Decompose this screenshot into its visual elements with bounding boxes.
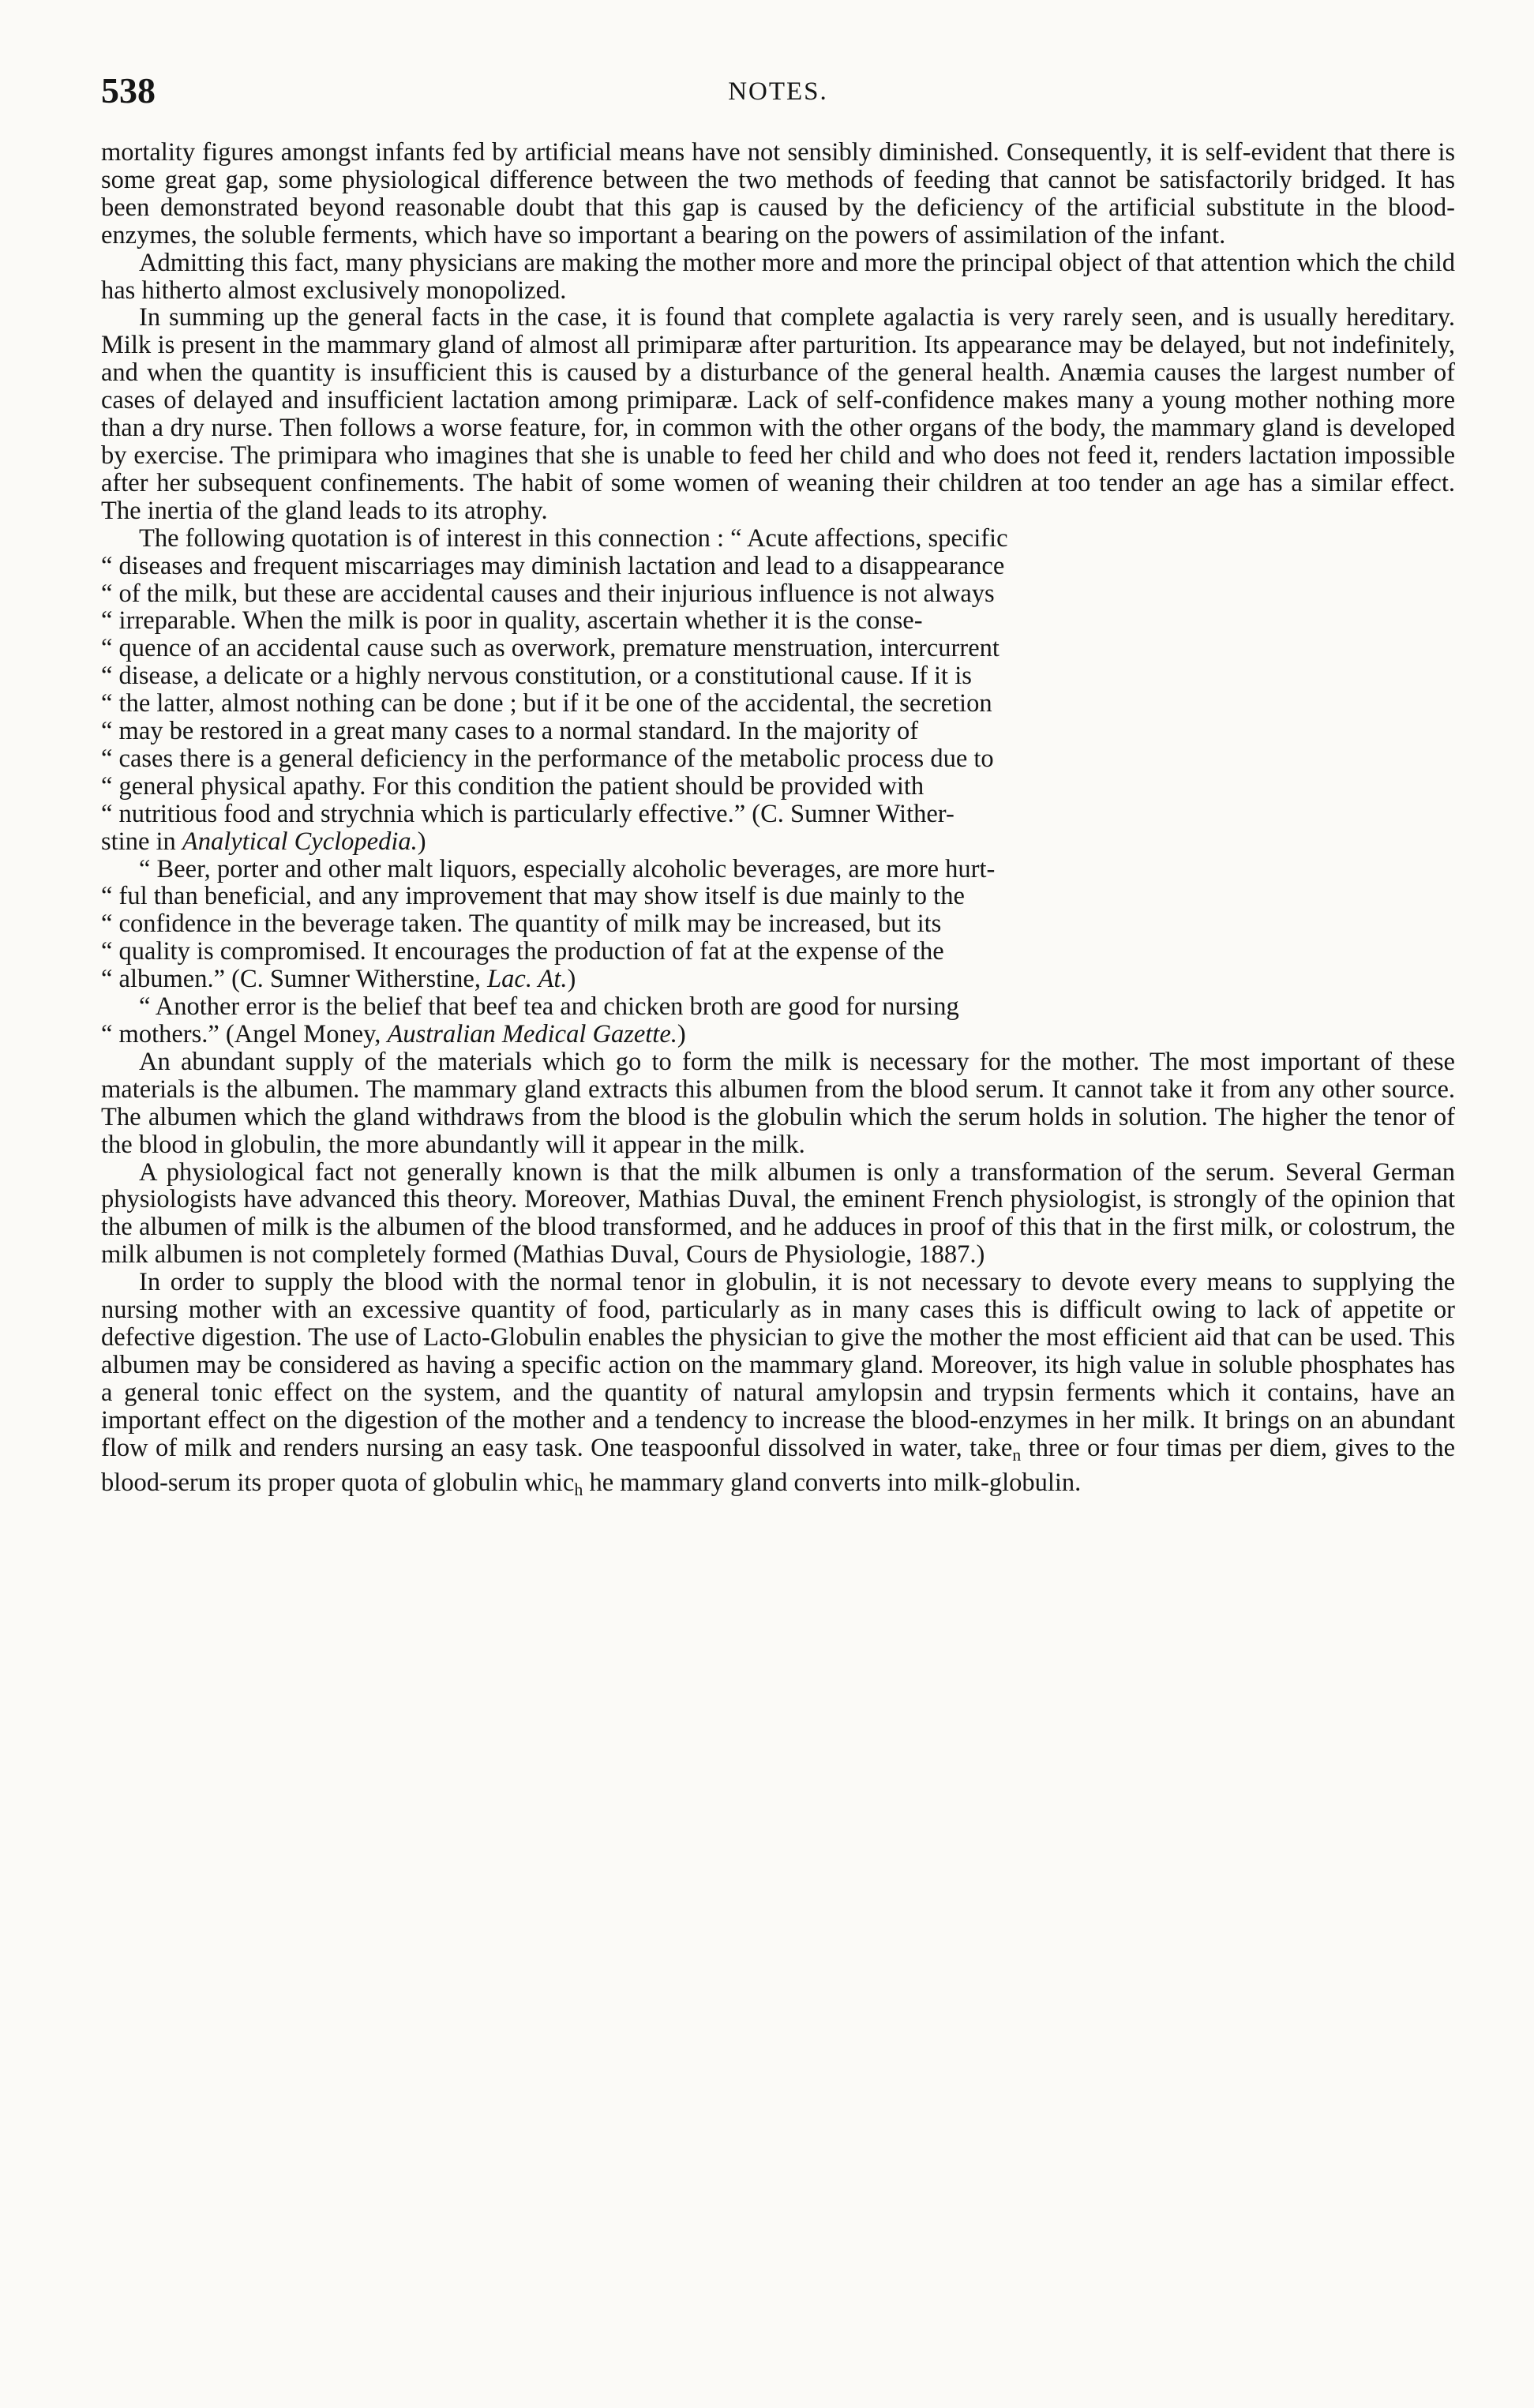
quote-line: “ quence of an accidental cause such as overwork, premature menstruation, intercurrent — [101, 634, 1000, 663]
citation-source: Lac. At. — [487, 965, 568, 994]
quote-line: “ quality is compromised. It encourages the production of fat at the expense of the — [101, 937, 944, 966]
quote-line: The following quotation is of interest in this connection : “ Acute affections, specific — [139, 523, 1008, 553]
quote-citation-line — [101, 828, 1455, 856]
quote-citation-line — [101, 1021, 1455, 1048]
quote-line: “ confidence in the beverage taken. The quantity of milk may be increased, but its — [101, 910, 942, 939]
misprint-subscript: h — [574, 1479, 583, 1499]
quote-line: “ cases there is a general deficiency in the performance of the metabolic process due to — [101, 744, 994, 773]
paragraph-mortality: mortality figures amongst infants fed by artificial means have not sensibly diminished. Consequently, it is self-evident that there is some great gap, some physiological difference between the two methods of feeding that cannot be satisfactorily bridged. It has been demonstrated beyond reasonable doubt that this gap is caused by the deficiency of the artificial substitute in the blood-enzymes, the soluble ferments, which have so important a bearing on the powers of assimilation of the infant. — [101, 138, 1455, 249]
quote-citation-line — [101, 966, 1455, 993]
citation-suffix: ) — [567, 965, 576, 994]
body-text — [101, 139, 1455, 1503]
quote-line: “ Beer, porter and other malt liquors, especially alcoholic beverages, are more hurt- — [139, 854, 996, 883]
citation-prefix: “ albumen.” (C. Sumner Witherstine, — [101, 965, 488, 994]
citation-suffix: ) — [417, 827, 426, 856]
page-header — [101, 69, 1455, 125]
citation-prefix: “ mothers.” (Angel Money, — [101, 1020, 388, 1048]
citation-source: Australian Medical Gazette. — [387, 1020, 677, 1048]
quote-line: “ irreparable. When the milk is poor in quality, ascertain whether it is the conse- — [101, 606, 923, 636]
citation-source: Analytical Cyclopedia. — [182, 827, 418, 856]
quotation-witherstine-cyclopedia — [101, 525, 1455, 856]
paragraph-text: In order to supply the blood with the normal tenor in globulin, it is not necessary to devote every means to supplying the nursing mother with an excessive quantity of food, particularly as in many cases this is difficult owing to lack of appetite or defective digestion. The use of Lacto-Globulin enables the physician to give the mother the most efficient aid that can be used. This albumen may be considered as having a specific action on the mammary gland. Moreover, its high value in soluble phosphates has a general tonic effect on the system, and the quantity of natural amylopsin and trypsin ferments which it contains, have an important effect on the digestion of the mother and a tendency to increase the blood-enzymes in her milk. It brings on an abundant flow of milk and renders nursing an easy task. One teaspoonful dissolved in water, take — [101, 1268, 1455, 1462]
quote-line: “ disease, a delicate or a highly nervous constitution, or a constitutional cause. If it is — [101, 662, 972, 691]
page-number: 538 — [101, 70, 156, 111]
citation-suffix: ) — [677, 1020, 686, 1048]
paragraph-text: he mammary gland converts into milk-globulin. — [583, 1468, 1082, 1497]
misprint-subscript: n — [1012, 1444, 1022, 1465]
paragraph-lacto-globulin — [101, 1269, 1455, 1503]
quote-line: “ Another error is the belief that beef tea and chicken broth are good for nursing — [139, 992, 959, 1022]
quote-line: “ ful than beneficial, and any improvement that may show itself is due mainly to the — [101, 882, 965, 911]
paragraph-summing-up: In summing up the general facts in the case, it is found that complete agalactia is very rarely seen, and is usually hereditary. Milk is present in the mammary gland of almost all primiparæ after parturition. Its appearance may be delayed, but not indefinitely, and when the quantity is insufficient this is caused by a disturbance of the general health. Anæmia causes the largest number of cases of delayed and insufficient lactation among primiparæ. Lack of self-confidence makes many a young mother nothing more than a dry nurse. Then follows a worse feature, for, in common with the other organs of the body, the mammary gland is developed by exercise. The primipara who imagines that she is unable to feed her child and who does not feed it, renders lactation impossible after her subsequent confinements. The habit of some women of weaning their children at too tender an age has a similar effect. The inertia of the gland leads to its atrophy. — [101, 303, 1455, 525]
quotation-money — [101, 993, 1455, 1048]
running-head: NOTES. — [728, 77, 828, 106]
quote-line: “ may be restored in a great many cases to a normal standard. In the majority of — [101, 717, 919, 746]
quote-line: “ diseases and frequent miscarriages may diminish lactation and lead to a disappearance — [101, 551, 1005, 580]
quote-line: “ of the milk, but these are accidental causes and their injurious influence is not always — [101, 579, 995, 608]
quote-line: “ the latter, almost nothing can be done ; but if it be one of the accidental, the secretion — [101, 689, 992, 718]
quote-line: “ general physical apathy. For this condition the patient should be provided with — [101, 771, 925, 801]
quotation-witherstine-lac — [101, 856, 1455, 994]
paragraph-abundant-supply: An abundant supply of the materials which go to form the milk is necessary for the mother. The most important of these materials is the albumen. The mammary gland extracts this albumen from the blood serum. It cannot take it from any other source. The albumen which the gland withdraws from the blood is the globulin which the serum holds in solution. The higher the tenor of the blood in globulin, the more abundantly will it appear in the milk. — [101, 1047, 1455, 1159]
citation-prefix: stine in — [101, 827, 182, 856]
quote-line: “ nutritious food and strychnia which is particularly effective.” (C. Sumner Wither- — [101, 799, 955, 828]
paragraph-text: three or four timas per diem, gives to the blood-serum its proper quota of globulin whic — [101, 1433, 1455, 1497]
paragraph-physiological-fact: A physiological fact not generally known is that the milk albumen is only a transformation of the serum. Several German physiologists have advanced this theory. Moreover, Mathias Duval, the eminent French physiologist, is strongly of the opinion that the albumen of milk is the albumen of the blood transformed, and he adduces in proof of this that in the first milk, or colostrum, the milk albumen is not completely formed (Mathias Duval, Cours de Physiologie, 1887.) — [101, 1157, 1455, 1270]
paragraph-admitting: Admitting this fact, many physicians are making the mother more and more the principal object of that attention which the child has hitherto almost exclusively monopolized. — [101, 248, 1455, 305]
